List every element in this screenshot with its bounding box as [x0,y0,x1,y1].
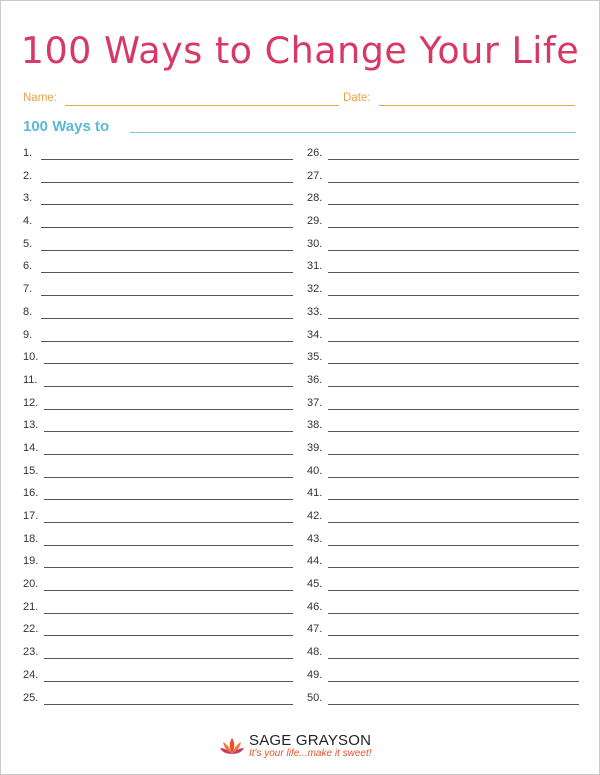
list-item [23,372,293,395]
item-write-line[interactable] [328,431,579,432]
brand-logo [219,732,389,762]
item-number: 20. [23,578,39,591]
list-item [23,621,293,644]
item-write-line[interactable] [328,409,579,410]
item-number: 9. [23,328,33,341]
item-write-line[interactable] [328,590,579,591]
item-number: 1. [23,147,33,159]
list-item [307,145,579,168]
item-write-line[interactable] [44,477,293,478]
list-item [23,304,293,327]
list-item [307,327,579,350]
item-number: 46. [307,600,323,613]
list-item [23,145,293,168]
date-label: Date: [343,92,371,104]
item-write-line[interactable] [328,227,579,228]
item-write-line[interactable] [328,318,579,319]
list-item [23,190,293,213]
ways-heading-line[interactable] [130,132,576,133]
item-number: 8. [23,305,33,318]
list-item [307,372,579,395]
list-item [307,417,579,440]
item-number: 29. [307,215,323,228]
list-item [307,213,579,236]
list-item [23,508,293,531]
item-write-line[interactable] [328,681,579,682]
list-item [307,576,579,599]
list-item [23,576,293,599]
list-item [23,440,293,463]
item-write-line[interactable] [44,704,293,705]
item-write-line[interactable] [328,341,579,342]
item-write-line[interactable] [44,545,293,546]
item-number: 7. [23,283,33,296]
item-number: 33. [307,305,323,318]
item-number: 32. [307,283,323,296]
list-item [307,463,579,486]
ways-heading [23,118,576,136]
list-item [23,395,293,418]
item-number: 15. [23,464,39,477]
brand-tagline: It's your life...make it sweet! [249,748,372,759]
list-item [23,690,293,713]
item-number: 5. [23,237,33,250]
item-write-line[interactable] [44,590,293,591]
list-item [23,236,293,259]
item-number: 44. [307,555,323,568]
item-write-line[interactable] [41,341,293,342]
list-item [23,213,293,236]
list-item [23,327,293,350]
item-write-line[interactable] [328,204,579,205]
item-write-line[interactable] [328,250,579,251]
item-write-line[interactable] [44,635,293,636]
item-write-line[interactable] [328,295,579,296]
item-write-line[interactable] [44,409,293,410]
item-write-line[interactable] [41,250,293,251]
item-number: 42. [307,510,323,522]
item-number: 35. [307,351,323,364]
item-number: 31. [307,260,323,273]
list-item [307,690,579,713]
list-item [307,236,579,259]
item-write-line[interactable] [44,613,293,614]
date-line[interactable] [379,105,575,106]
item-write-line[interactable] [44,567,293,568]
item-number: 21. [23,600,39,613]
item-write-line[interactable] [328,386,579,387]
list-item [307,621,579,644]
item-write-line[interactable] [44,363,293,364]
list-item [307,258,579,281]
list-item [23,599,293,622]
list-item [307,508,579,531]
item-number: 50. [307,691,323,704]
list-item [307,599,579,622]
list-item [23,168,293,191]
item-number: 24. [23,668,39,681]
item-number: 45. [307,578,323,591]
item-number: 43. [307,532,323,545]
item-write-line[interactable] [44,386,293,387]
item-number: 48. [307,646,323,659]
item-number: 13. [23,419,39,432]
item-number: 49. [307,668,323,681]
item-write-line[interactable] [44,431,293,432]
item-write-line[interactable] [328,182,579,183]
list-item [23,485,293,508]
item-number: 36. [307,373,323,386]
item-write-line[interactable] [328,567,579,568]
list-item [23,667,293,690]
list-item [307,304,579,327]
ways-heading-label: 100 Ways to [23,118,110,135]
list-item [23,644,293,667]
item-number: 14. [23,441,39,454]
item-number: 6. [23,260,33,273]
list-item [307,531,579,554]
item-write-line[interactable] [328,545,579,546]
list-item [23,349,293,372]
list-item [23,553,293,576]
date-field[interactable] [343,92,575,106]
name-field[interactable] [23,92,339,106]
right-list [307,145,579,712]
item-number: 12. [23,396,39,409]
item-write-line[interactable] [41,182,293,183]
item-write-line[interactable] [328,477,579,478]
list-item [307,440,579,463]
item-write-line[interactable] [328,499,579,500]
item-number: 11. [23,373,38,386]
page-title: 100 Ways to Change Your Life [20,29,580,72]
item-write-line[interactable] [41,295,293,296]
item-write-line[interactable] [328,613,579,614]
item-number: 27. [307,169,323,182]
brand-name: SAGE GRAYSON [249,732,372,749]
item-write-line[interactable] [328,363,579,364]
item-write-line[interactable] [41,272,293,273]
item-write-line[interactable] [44,522,293,523]
item-write-line[interactable] [44,681,293,682]
list-item [23,281,293,304]
item-write-line[interactable] [41,204,293,205]
item-write-line[interactable] [328,159,579,160]
item-number: 41. [307,487,323,500]
item-number: 30. [307,237,323,250]
item-write-line[interactable] [44,658,293,659]
item-write-line[interactable] [44,499,293,500]
item-write-line[interactable] [41,227,293,228]
item-number: 38. [307,419,323,432]
left-list [23,145,293,712]
list-item [23,258,293,281]
name-label: Name: [23,92,57,104]
item-number: 47. [307,623,323,636]
item-number: 16. [23,487,39,500]
item-number: 39. [307,441,323,454]
item-number: 26. [307,147,323,159]
item-number: 37. [307,396,323,409]
item-write-line[interactable] [328,272,579,273]
list-item [307,667,579,690]
list-item [23,463,293,486]
item-number: 3. [23,192,33,205]
item-number: 22. [23,623,39,636]
list-item [307,281,579,304]
item-number: 4. [23,215,33,228]
list-item [307,644,579,667]
item-number: 34. [307,328,323,341]
item-write-line[interactable] [328,704,579,705]
name-line[interactable] [65,105,339,106]
item-write-line[interactable] [41,159,293,160]
item-number: 23. [23,646,39,659]
item-write-line[interactable] [328,522,579,523]
item-number: 25. [23,691,39,704]
list-item [307,485,579,508]
item-number: 10. [23,351,39,364]
item-number: 19. [23,555,39,568]
item-number: 28. [307,192,323,205]
list-item [23,531,293,554]
list-item [307,190,579,213]
list-item [307,395,579,418]
list-item [307,553,579,576]
item-number: 2. [23,169,33,182]
item-number: 40. [307,464,323,477]
item-write-line[interactable] [44,454,293,455]
item-write-line[interactable] [328,635,579,636]
item-write-line[interactable] [41,318,293,319]
item-number: 18. [23,532,39,545]
list-item [307,349,579,372]
list-item [307,168,579,191]
item-write-line[interactable] [328,454,579,455]
list-item [23,417,293,440]
item-number: 17. [23,510,39,522]
item-write-line[interactable] [328,658,579,659]
lotus-flower-icon [219,736,245,756]
